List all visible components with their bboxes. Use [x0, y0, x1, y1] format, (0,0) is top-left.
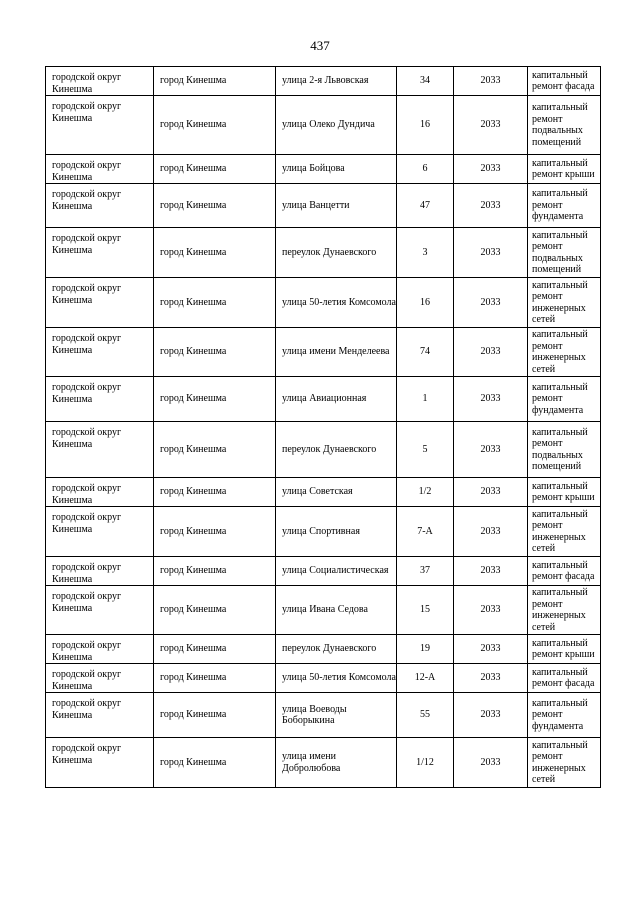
work-type-cell: капитальный ремонт фундамента [528, 693, 601, 738]
district-cell: городской округ Кинешма [46, 557, 154, 586]
district-cell: городской округ Кинешма [46, 228, 154, 278]
year-cell: 2033 [454, 96, 528, 155]
table-row [46, 377, 601, 422]
table-row [46, 228, 601, 278]
year-cell: 2033 [454, 67, 528, 96]
work-type-cell: капитальный ремонт инженерных сетей [528, 328, 601, 377]
city-cell: город Кинешма [154, 586, 276, 635]
city-cell: город Кинешма [154, 278, 276, 328]
year-cell: 2033 [454, 557, 528, 586]
table-row [46, 155, 601, 184]
house-number-cell: 55 [397, 693, 454, 738]
house-number-cell: 3 [397, 228, 454, 278]
street-cell: улица 50-летия Комсомола [276, 664, 397, 693]
repair-schedule-table [45, 66, 601, 788]
house-number-cell: 37 [397, 557, 454, 586]
house-number-cell: 6 [397, 155, 454, 184]
city-cell: город Кинешма [154, 422, 276, 478]
work-type-cell: капитальный ремонт крыши [528, 635, 601, 664]
house-number-cell: 47 [397, 184, 454, 228]
district-cell: городской округ Кинешма [46, 693, 154, 738]
city-cell: город Кинешма [154, 155, 276, 184]
city-cell: город Кинешма [154, 738, 276, 788]
city-cell: город Кинешма [154, 635, 276, 664]
year-cell: 2033 [454, 184, 528, 228]
table-row [46, 278, 601, 328]
work-type-cell: капитальный ремонт инженерных сетей [528, 738, 601, 788]
street-cell: улица Спортивная [276, 507, 397, 557]
district-cell: городской округ Кинешма [46, 278, 154, 328]
table-row [46, 422, 601, 478]
table-row [46, 738, 601, 788]
city-cell: город Кинешма [154, 184, 276, 228]
work-type-cell: капитальный ремонт крыши [528, 155, 601, 184]
house-number-cell: 1 [397, 377, 454, 422]
street-cell: улица 50-летия Комсомола [276, 278, 397, 328]
district-cell: городской округ Кинешма [46, 328, 154, 377]
table-row [46, 184, 601, 228]
work-type-cell: капитальный ремонт фасада [528, 557, 601, 586]
street-cell: улица Олеко Дундича [276, 96, 397, 155]
house-number-cell: 19 [397, 635, 454, 664]
table-row [46, 635, 601, 664]
page-number: 437 [310, 38, 330, 53]
city-cell: город Кинешма [154, 693, 276, 738]
district-cell: городской округ Кинешма [46, 738, 154, 788]
year-cell: 2033 [454, 278, 528, 328]
city-cell: город Кинешма [154, 96, 276, 155]
house-number-cell: 16 [397, 96, 454, 155]
house-number-cell: 16 [397, 278, 454, 328]
house-number-cell: 15 [397, 586, 454, 635]
table-row [46, 478, 601, 507]
district-cell: городской округ Кинешма [46, 155, 154, 184]
district-cell: городской округ Кинешма [46, 184, 154, 228]
city-cell: город Кинешма [154, 328, 276, 377]
street-cell: переулок Дунаевского [276, 422, 397, 478]
work-type-cell: капитальный ремонт инженерных сетей [528, 278, 601, 328]
work-type-cell: капитальный ремонт инженерных сетей [528, 586, 601, 635]
table-row [46, 507, 601, 557]
year-cell: 2033 [454, 586, 528, 635]
street-cell: улица Авиационная [276, 377, 397, 422]
street-cell: переулок Дунаевского [276, 635, 397, 664]
district-cell: городской округ Кинешма [46, 377, 154, 422]
street-cell: улица Ивана Седова [276, 586, 397, 635]
year-cell: 2033 [454, 377, 528, 422]
work-type-cell: капитальный ремонт подвальных помещений [528, 422, 601, 478]
street-cell: переулок Дунаевского [276, 228, 397, 278]
district-cell: городской округ Кинешма [46, 67, 154, 96]
year-cell: 2033 [454, 507, 528, 557]
district-cell: городской округ Кинешма [46, 96, 154, 155]
work-type-cell: капитальный ремонт фундамента [528, 184, 601, 228]
street-cell: улица Социалистическая [276, 557, 397, 586]
work-type-cell: капитальный ремонт фундамента [528, 377, 601, 422]
city-cell: город Кинешма [154, 228, 276, 278]
house-number-cell: 7-А [397, 507, 454, 557]
house-number-cell: 1/12 [397, 738, 454, 788]
house-number-cell: 5 [397, 422, 454, 478]
table-row [46, 664, 601, 693]
district-cell: городской округ Кинешма [46, 664, 154, 693]
work-type-cell: капитальный ремонт крыши [528, 478, 601, 507]
district-cell: городской округ Кинешма [46, 507, 154, 557]
street-cell: улица имени Менделеева [276, 328, 397, 377]
work-type-cell: капитальный ремонт фасада [528, 67, 601, 96]
district-cell: городской округ Кинешма [46, 635, 154, 664]
district-cell: городской округ Кинешма [46, 586, 154, 635]
city-cell: город Кинешма [154, 507, 276, 557]
house-number-cell: 1/2 [397, 478, 454, 507]
city-cell: город Кинешма [154, 67, 276, 96]
year-cell: 2033 [454, 422, 528, 478]
table-row [46, 557, 601, 586]
street-cell: улица имени Добролюбова [276, 738, 397, 788]
city-cell: город Кинешма [154, 478, 276, 507]
city-cell: город Кинешма [154, 377, 276, 422]
street-cell: улица Воеводы Боборыкина [276, 693, 397, 738]
year-cell: 2033 [454, 478, 528, 507]
city-cell: город Кинешма [154, 557, 276, 586]
work-type-cell: капитальный ремонт подвальных помещений [528, 228, 601, 278]
year-cell: 2033 [454, 635, 528, 664]
year-cell: 2033 [454, 328, 528, 377]
house-number-cell: 34 [397, 67, 454, 96]
year-cell: 2033 [454, 738, 528, 788]
table-row [46, 96, 601, 155]
street-cell: улица 2-я Львовская [276, 67, 397, 96]
city-cell: город Кинешма [154, 664, 276, 693]
table-row [46, 67, 601, 96]
house-number-cell: 74 [397, 328, 454, 377]
street-cell: улица Ванцетти [276, 184, 397, 228]
year-cell: 2033 [454, 693, 528, 738]
street-cell: улица Советская [276, 478, 397, 507]
house-number-cell: 12-А [397, 664, 454, 693]
work-type-cell: капитальный ремонт инженерных сетей [528, 507, 601, 557]
year-cell: 2033 [454, 228, 528, 278]
work-type-cell: капитальный ремонт фасада [528, 664, 601, 693]
district-cell: городской округ Кинешма [46, 478, 154, 507]
street-cell: улица Бойцова [276, 155, 397, 184]
work-type-cell: капитальный ремонт подвальных помещений [528, 96, 601, 155]
table-row [46, 586, 601, 635]
table-row [46, 328, 601, 377]
district-cell: городской округ Кинешма [46, 422, 154, 478]
year-cell: 2033 [454, 155, 528, 184]
year-cell: 2033 [454, 664, 528, 693]
table-row [46, 693, 601, 738]
